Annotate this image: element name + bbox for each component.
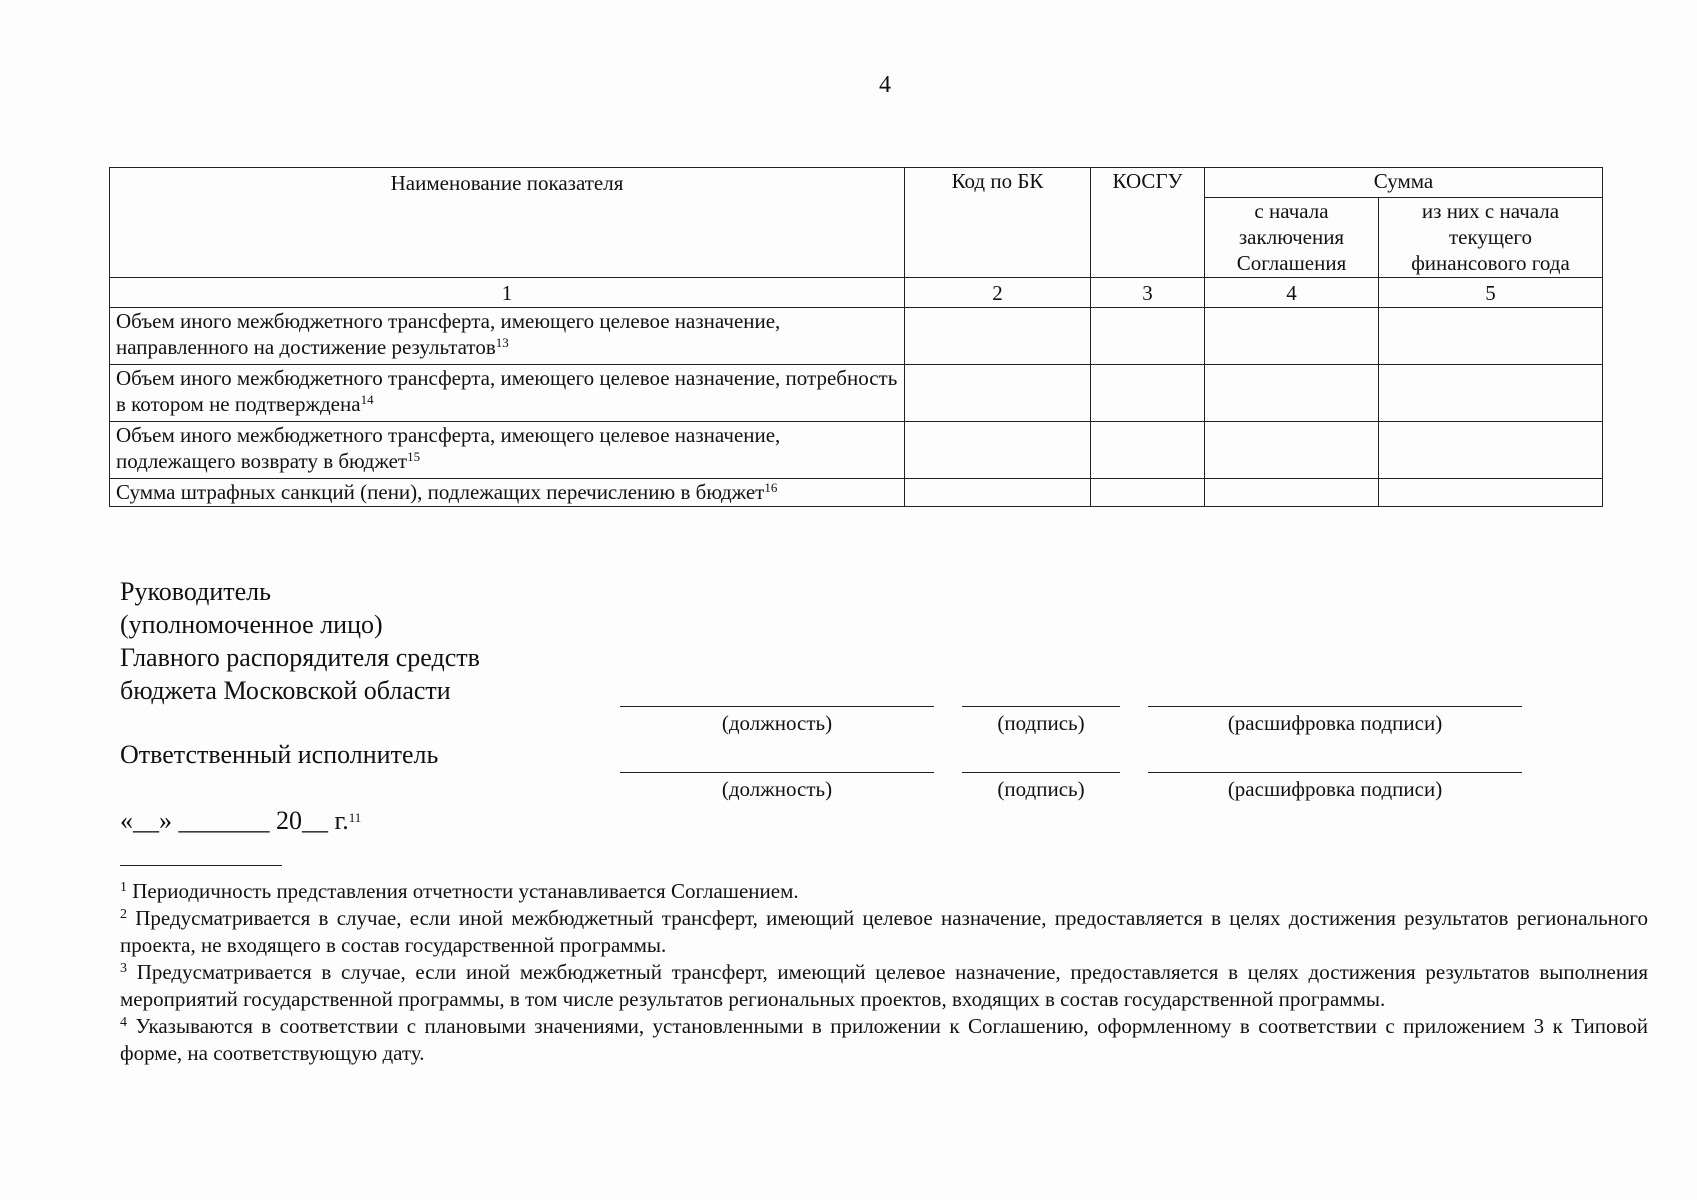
head-title-line: Главного распорядителя средств xyxy=(120,643,480,672)
cell-since-year xyxy=(1379,479,1603,507)
position-line xyxy=(620,772,934,773)
footnote: $^3$ Предусматривается в случае, если иной межбюджетный трансферт, имеющий целевое назначение, предоставляется в целях достижения результатов выполнения мероприятий государственной программы, в том числе результатов региональных проектов, входящих в состав государственной программы. xyxy=(120,960,1648,1011)
cell-since-agreement xyxy=(1205,422,1379,479)
signature-caption: (подпись) xyxy=(997,777,1085,801)
page-number: 4 xyxy=(879,72,891,98)
cell-bk-code xyxy=(905,308,1091,365)
footnote: $^2$ Предусматривается в случае, если иной межбюджетный трансферт, имеющий целевое назначение, предоставляется в целях достижения результатов регионального проекта, не входящего в состав государственной программы. xyxy=(120,906,1648,957)
executor-title: Ответственный исполнитель xyxy=(120,740,439,769)
header-bk-code: Код по БК xyxy=(905,168,1091,278)
decoding-caption: (расшифровка подписи) xyxy=(1227,711,1443,735)
cell-since-agreement xyxy=(1205,479,1379,507)
column-number: 3 xyxy=(1091,278,1205,308)
header-kosgu: КОСГУ xyxy=(1091,168,1205,278)
footnotes xyxy=(120,878,1648,1067)
cell-kosgu xyxy=(1091,365,1205,422)
head-signature-block xyxy=(120,575,480,707)
footnote: $^1$ Периодичность представления отчетности устанавливается Соглашением. xyxy=(120,879,799,903)
row-label: Сумма штрафных санкций (пени), подлежащих перечислению в бюджет$^{16}$ xyxy=(110,479,905,507)
column-number: 5 xyxy=(1379,278,1603,308)
cell-kosgu xyxy=(1091,479,1205,507)
footnote-separator xyxy=(120,865,282,866)
header-since-agreement: с начала заключения Соглашения xyxy=(1205,198,1379,278)
column-number: 1 xyxy=(110,278,905,308)
cell-since-agreement xyxy=(1205,365,1379,422)
decoding-line xyxy=(1148,706,1522,707)
cell-since-year xyxy=(1379,308,1603,365)
table-row xyxy=(110,422,1603,479)
cell-kosgu xyxy=(1091,422,1205,479)
head-title-line: бюджета Московской области xyxy=(120,676,451,705)
row-label: Объем иного межбюджетного трансферта, имеющего целевое назначение, подлежащего возврату в бюджет$^{15}$ xyxy=(110,422,905,479)
cell-bk-code xyxy=(905,365,1091,422)
date-line: «__» _______ 20__ г.$^{11}$ xyxy=(120,806,362,835)
decoding-caption: (расшифровка подписи) xyxy=(1227,777,1443,801)
head-title-line: Руководитель xyxy=(120,577,271,606)
report-table xyxy=(109,167,1603,507)
header-name: Наименование показателя xyxy=(110,168,905,278)
header-sum: Сумма xyxy=(1205,168,1603,198)
column-number: 2 xyxy=(905,278,1091,308)
footnote-ref: 13 xyxy=(495,335,509,350)
footnote-ref: 11 xyxy=(348,810,362,825)
footnote-ref: 16 xyxy=(764,480,778,495)
table-row xyxy=(110,365,1603,422)
footnote: $^4$ Указываются в соответствии с плановыми значениями, установленными в приложении к Соглашению, оформленному в соответствии с приложением 3 к Типовой форме, на соответствующую дату. xyxy=(120,1014,1649,1065)
decoding-line xyxy=(1148,772,1522,773)
table-row xyxy=(110,479,1603,507)
position-caption: (должность) xyxy=(721,711,833,735)
head-title-line: (уполномоченное лицо) xyxy=(120,610,383,639)
signature-line xyxy=(962,772,1120,773)
row-label: Объем иного межбюджетного трансферта, имеющего целевое назначение, потребность в котором не подтверждена$^{14}$ xyxy=(110,365,905,422)
table-row xyxy=(110,308,1603,365)
signature-line xyxy=(962,706,1120,707)
position-caption: (должность) xyxy=(721,777,833,801)
cell-kosgu xyxy=(1091,308,1205,365)
cell-since-agreement xyxy=(1205,308,1379,365)
cell-since-year xyxy=(1379,422,1603,479)
header-since-year: из них с начала текущего финансового года xyxy=(1379,198,1603,278)
cell-since-year xyxy=(1379,365,1603,422)
position-line xyxy=(620,706,934,707)
footnote-ref: 15 xyxy=(407,449,421,464)
signature-caption: (подпись) xyxy=(997,711,1085,735)
row-label: Объем иного межбюджетного трансферта, имеющего целевое назначение, направленного на достижение результатов$^{13}$ xyxy=(110,308,905,365)
cell-bk-code xyxy=(905,479,1091,507)
footnote-ref: 14 xyxy=(360,392,374,407)
column-numbers-row xyxy=(110,278,1603,308)
cell-bk-code xyxy=(905,422,1091,479)
column-number: 4 xyxy=(1205,278,1379,308)
